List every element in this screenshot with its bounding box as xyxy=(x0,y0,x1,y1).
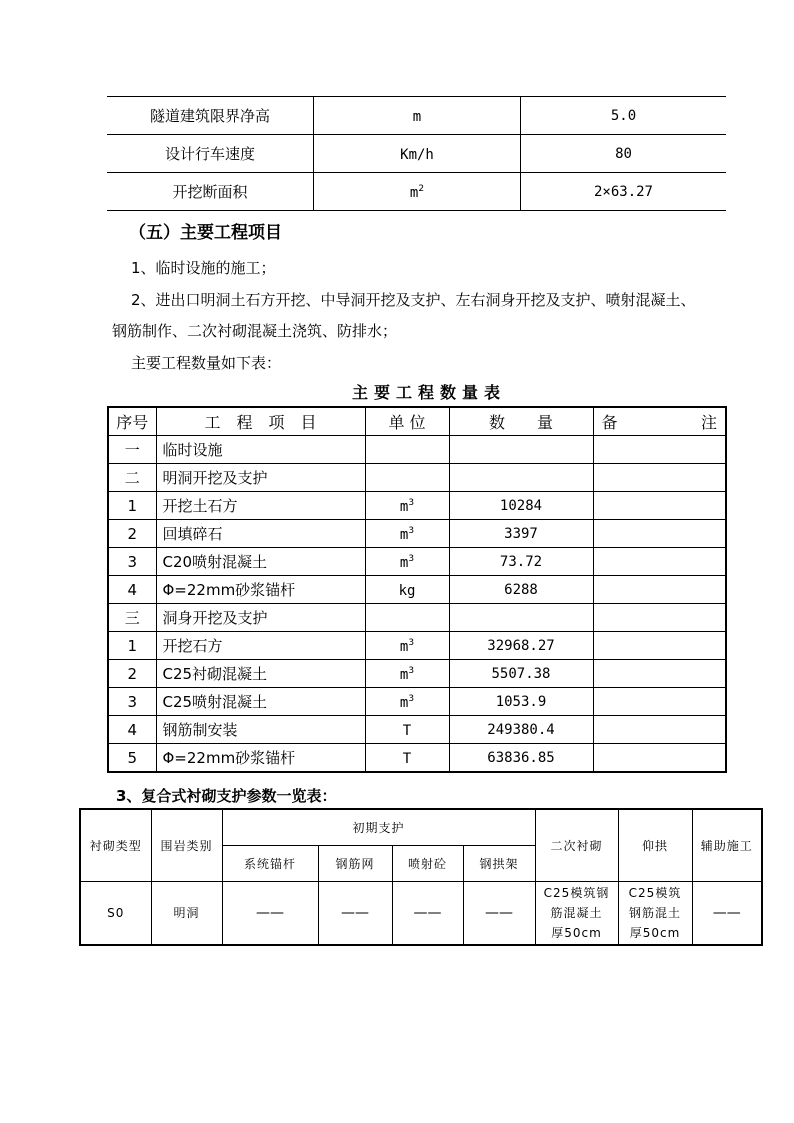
lining-type: S0 xyxy=(80,881,151,945)
row-item: Φ=22mm砂浆锚杆 xyxy=(156,744,365,773)
header-secondary: 二次衬砌 xyxy=(535,809,618,881)
lining-invert: C25模筑 钢筋混土 厚50cm xyxy=(618,881,692,945)
param-value: 2×63.27 xyxy=(521,173,727,211)
row-qty: 73.72 xyxy=(449,548,593,576)
header-bolt: 系统锚杆 xyxy=(222,845,318,881)
table-row xyxy=(108,632,726,660)
row-item: Φ=22mm砂浆锚杆 xyxy=(156,576,365,604)
row-remark xyxy=(593,464,726,492)
header-item: 工 程 项 目 xyxy=(156,407,365,436)
header-rock: 围岩类别 xyxy=(151,809,222,881)
row-remark xyxy=(593,548,726,576)
param-name: 设计行车速度 xyxy=(107,135,314,173)
row-remark xyxy=(593,576,726,604)
row-unit xyxy=(365,464,449,492)
paragraph: 主要工程数量如下表： xyxy=(131,354,282,372)
table-row xyxy=(108,744,726,773)
parameters-table xyxy=(107,96,726,211)
row-qty xyxy=(449,436,593,464)
param-unit: m xyxy=(314,97,521,135)
param-unit: Km/h xyxy=(314,135,521,173)
row-no: 2 xyxy=(108,520,156,548)
row-qty: 10284 xyxy=(449,492,593,520)
paragraph: 钢筋制作、二次衬砌混凝土浇筑、防排水； xyxy=(112,322,398,340)
row-remark xyxy=(593,436,726,464)
lining-shotcrete: —— xyxy=(392,881,463,945)
lining-mesh: —— xyxy=(318,881,392,945)
row-qty: 32968.27 xyxy=(449,632,593,660)
row-no: 一 xyxy=(108,436,156,464)
row-unit xyxy=(365,436,449,464)
row-qty: 5507.38 xyxy=(449,660,593,688)
row-unit: T xyxy=(365,716,449,744)
lining-aux: —— xyxy=(692,881,762,945)
row-item: C20喷射混凝土 xyxy=(156,548,365,576)
row-unit: T xyxy=(365,744,449,773)
row-item: 钢筋制安装 xyxy=(156,716,365,744)
param-name: 隧道建筑限界净高 xyxy=(107,97,314,135)
row-no: 三 xyxy=(108,604,156,632)
row-remark xyxy=(593,716,726,744)
row-unit: $m^3$ xyxy=(365,548,449,576)
table-row xyxy=(80,881,762,945)
row-remark xyxy=(593,520,726,548)
row-no: 4 xyxy=(108,576,156,604)
table-row xyxy=(108,464,726,492)
row-qty: 249380.4 xyxy=(449,716,593,744)
header-type: 衬砌类型 xyxy=(80,809,151,881)
table-row xyxy=(107,135,726,173)
row-unit: $m^3$ xyxy=(365,520,449,548)
param-value: 80 xyxy=(521,135,727,173)
table-row xyxy=(108,520,726,548)
header-aux: 辅助施工 xyxy=(692,809,762,881)
paragraph: 2、进出口明洞土石方开挖、中导洞开挖及支护、左右洞身开挖及支护、喷射混凝土、 xyxy=(131,291,696,309)
row-unit: kg xyxy=(365,576,449,604)
row-no: 5 xyxy=(108,744,156,773)
row-no: 二 xyxy=(108,464,156,492)
row-item: 回填碎石 xyxy=(156,520,365,548)
row-item: 开挖土石方 xyxy=(156,492,365,520)
row-no: 1 xyxy=(108,632,156,660)
lining-rock: 明洞 xyxy=(151,881,222,945)
lining-arch: —— xyxy=(463,881,535,945)
table-caption: 主要工程数量表 xyxy=(352,383,507,402)
table-row xyxy=(108,660,726,688)
row-item: 洞身开挖及支护 xyxy=(156,604,365,632)
row-qty xyxy=(449,604,593,632)
header-invert: 仰拱 xyxy=(618,809,692,881)
row-no: 3 xyxy=(108,548,156,576)
lining-table xyxy=(79,808,763,946)
row-remark xyxy=(593,660,726,688)
row-remark xyxy=(593,604,726,632)
table-row xyxy=(108,436,726,464)
header-shotcrete: 喷射砼 xyxy=(392,845,463,881)
header-unit: 单 位 xyxy=(365,407,449,436)
quantity-table xyxy=(107,406,727,773)
lining-bolt: —— xyxy=(222,881,318,945)
row-no: 3 xyxy=(108,688,156,716)
table-row xyxy=(108,688,726,716)
header-no: 序号 xyxy=(108,407,156,436)
table-row xyxy=(108,548,726,576)
lining-heading: 3、复合式衬砌支护参数一览表： xyxy=(116,787,337,805)
row-unit: $m^3$ xyxy=(365,688,449,716)
row-unit: $m^3$ xyxy=(365,660,449,688)
paragraph: 1、临时设施的施工； xyxy=(131,259,276,277)
row-item: 临时设施 xyxy=(156,436,365,464)
row-unit xyxy=(365,604,449,632)
table-row xyxy=(108,492,726,520)
row-remark xyxy=(593,632,726,660)
lining-secondary: C25模筑钢 筋混凝土 厚50cm xyxy=(535,881,618,945)
param-name: 开挖断面积 xyxy=(107,173,314,211)
table-row xyxy=(108,604,726,632)
row-no: 2 xyxy=(108,660,156,688)
row-no: 4 xyxy=(108,716,156,744)
header-qty: 数 量 xyxy=(449,407,593,436)
section-heading: （五）主要工程项目 xyxy=(129,223,282,243)
row-item: 明洞开挖及支护 xyxy=(156,464,365,492)
row-unit: $m^3$ xyxy=(365,492,449,520)
row-qty: 6288 xyxy=(449,576,593,604)
table-header-row xyxy=(80,809,762,845)
row-no: 1 xyxy=(108,492,156,520)
row-remark xyxy=(593,744,726,773)
table-row xyxy=(107,173,726,211)
table-row xyxy=(108,576,726,604)
row-item: C25衬砌混凝土 xyxy=(156,660,365,688)
row-qty: 1053.9 xyxy=(449,688,593,716)
row-remark xyxy=(593,688,726,716)
param-unit: $m^2$ xyxy=(314,173,521,211)
row-unit: $m^3$ xyxy=(365,632,449,660)
header-remark: 备 注 xyxy=(593,407,726,436)
row-qty: 3397 xyxy=(449,520,593,548)
row-item: C25喷射混凝土 xyxy=(156,688,365,716)
header-arch: 钢拱架 xyxy=(463,845,535,881)
table-header-row xyxy=(108,407,726,436)
param-value: 5.0 xyxy=(521,97,727,135)
row-item: 开挖石方 xyxy=(156,632,365,660)
row-remark xyxy=(593,492,726,520)
header-initial: 初期支护 xyxy=(222,809,535,845)
row-qty xyxy=(449,464,593,492)
table-row xyxy=(108,716,726,744)
row-qty: 63836.85 xyxy=(449,744,593,773)
header-mesh: 钢筋网 xyxy=(318,845,392,881)
table-row xyxy=(107,97,726,135)
